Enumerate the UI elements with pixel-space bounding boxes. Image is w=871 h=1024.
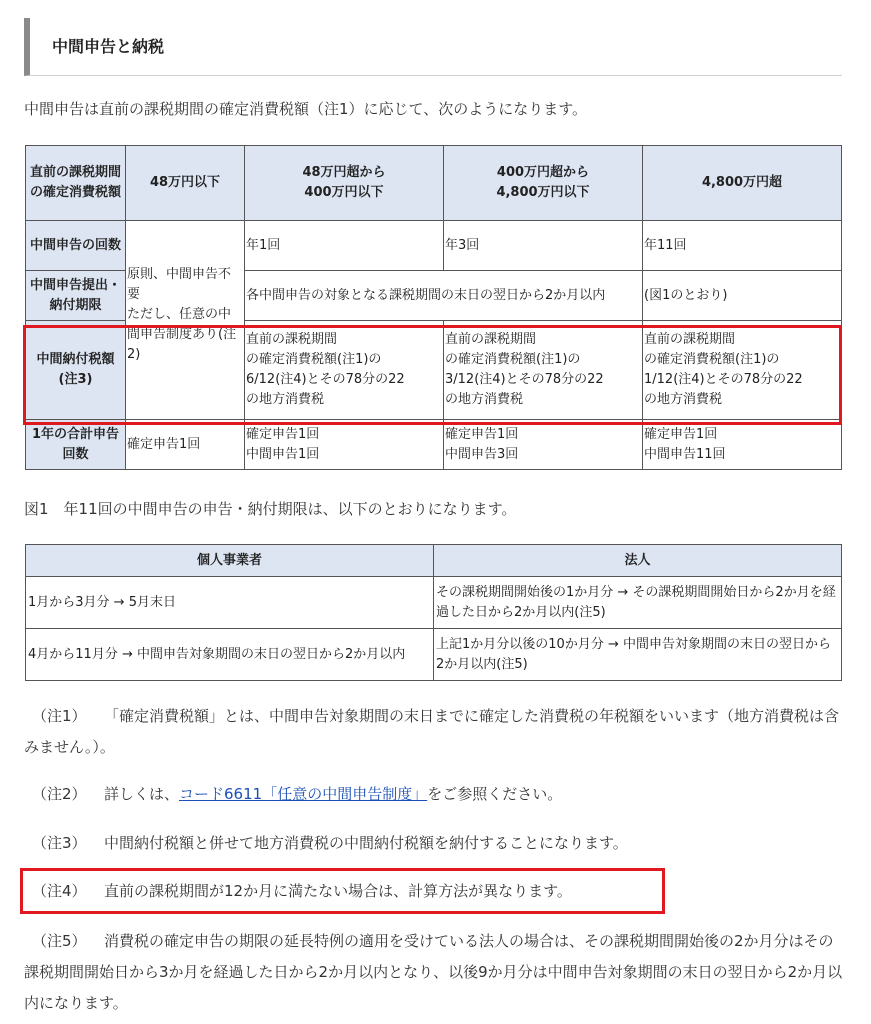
table-cell: 年1回 bbox=[245, 221, 444, 271]
table-header-row bbox=[26, 146, 842, 221]
row-header-deadline: 中間申告提出・納付期限 bbox=[26, 271, 126, 321]
table-cell: 上記1か月分以後の10か月分 → 中間申告対象期間の末日の翌日から2か月以内(注5) bbox=[434, 629, 842, 681]
figure-caption: 図1 年11回の中間申告の申告・納付期限は、以下のとおりになります。 bbox=[24, 500, 517, 518]
note-text: 直前の課税期間が12か月に満たない場合は、計算方法が異なります。 bbox=[104, 882, 572, 900]
table-cell: 年11回 bbox=[643, 221, 842, 271]
col-header-under-48: 48万円以下 bbox=[126, 146, 245, 221]
note-tag: （注1） bbox=[32, 707, 87, 725]
merged-cell-not-required: 原則、中間申告不要 ただし、任意の中間申告制度あり(注2) bbox=[126, 221, 245, 420]
table-row bbox=[26, 577, 842, 629]
section-heading bbox=[24, 18, 842, 76]
table-cell-deadline: 各中間申告の対象となる課税期間の末日の翌日から2か月以内 bbox=[245, 271, 643, 321]
row-header-total: 1年の合計申告回数 bbox=[26, 420, 126, 470]
note-text: 詳しくは、 bbox=[104, 785, 180, 803]
col-header-48-400: 48万円超から 400万円以下 bbox=[245, 146, 444, 221]
interim-filing-table bbox=[25, 145, 842, 470]
table-cell: 確定申告1回 中間申告3回 bbox=[444, 420, 643, 470]
table-cell: 1月から3月分 → 5月末日 bbox=[26, 577, 434, 629]
table-cell: (図1のとおり) bbox=[643, 271, 842, 321]
note-text: をご参照ください。 bbox=[427, 785, 563, 803]
col-header-corporation: 法人 bbox=[434, 545, 842, 577]
table-cell: 4月から11月分 → 中間申告対象期間の末日の翌日から2か月以内 bbox=[26, 629, 434, 681]
note-4 bbox=[24, 876, 844, 907]
note-tag: （注3） bbox=[32, 834, 87, 852]
table-cell: 直前の課税期間 の確定消費税額(注1)の 6/12(注4)とその78分の22 の地方消費税 bbox=[245, 321, 444, 420]
note-tag: （注5） bbox=[32, 932, 87, 950]
row-header-payment: 中間納付税額 (注3) bbox=[26, 321, 126, 420]
table-cell: 確定申告1回 中間申告1回 bbox=[245, 420, 444, 470]
table-row bbox=[26, 221, 842, 271]
table-cell: その課税期間開始後の1か月分 → その課税期間開始日から2か月を経過した日から2か月以内(注5) bbox=[434, 577, 842, 629]
col-header-individual: 個人事業者 bbox=[26, 545, 434, 577]
table-cell: 確定申告1回 bbox=[126, 420, 245, 470]
note-2 bbox=[24, 779, 844, 810]
table-cell: 確定申告1回 中間申告11回 bbox=[643, 420, 842, 470]
table-cell: 直前の課税期間 の確定消費税額(注1)の 1/12(注4)とその78分の22 の地方消費税 bbox=[643, 321, 842, 420]
note-tag: （注4） bbox=[32, 882, 87, 900]
note-text: 中間納付税額と併せて地方消費税の中間納付税額を納付することになります。 bbox=[104, 834, 628, 852]
col-header-400-4800: 400万円超から 4,800万円以下 bbox=[444, 146, 643, 221]
optional-interim-filing-link[interactable]: コード6611「任意の中間申告制度」 bbox=[179, 785, 428, 803]
note-tag: （注2） bbox=[32, 785, 87, 803]
note-text: 消費税の確定申告の期限の延長特例の適用を受けている法人の場合は、その課税期間開始後の2か月分はその課税期間開始日から3か月を経過した日から2か月以内となり、以後9か月分は中間申告対象期間の末日の翌日から2か月以内になります。 bbox=[24, 932, 843, 1012]
row-header-count: 中間申告の回数 bbox=[26, 221, 126, 271]
table-cell: 直前の課税期間 の確定消費税額(注1)の 3/12(注4)とその78分の22 の地方消費税 bbox=[444, 321, 643, 420]
table-row bbox=[26, 629, 842, 681]
note-5 bbox=[24, 926, 844, 1019]
table-cell: 年3回 bbox=[444, 221, 643, 271]
note-text: 「確定消費税額」とは、中間申告対象期間の末日までに確定した消費税の年税額をいいます（地方消費税は含みません。）。 bbox=[24, 707, 840, 756]
intro-text: 中間申告は直前の課税期間の確定消費税額（注1）に応じて、次のようになります。 bbox=[24, 100, 588, 118]
table-row bbox=[26, 420, 842, 470]
section-title: 中間申告と納税 bbox=[52, 37, 165, 56]
col-header-tax-amount: 直前の課税期間の確定消費税額 bbox=[26, 146, 126, 221]
table-header-row bbox=[26, 545, 842, 577]
col-header-over-4800: 4,800万円超 bbox=[643, 146, 842, 221]
deadline-table bbox=[25, 544, 842, 681]
note-1 bbox=[24, 701, 844, 763]
note-3 bbox=[24, 828, 844, 859]
